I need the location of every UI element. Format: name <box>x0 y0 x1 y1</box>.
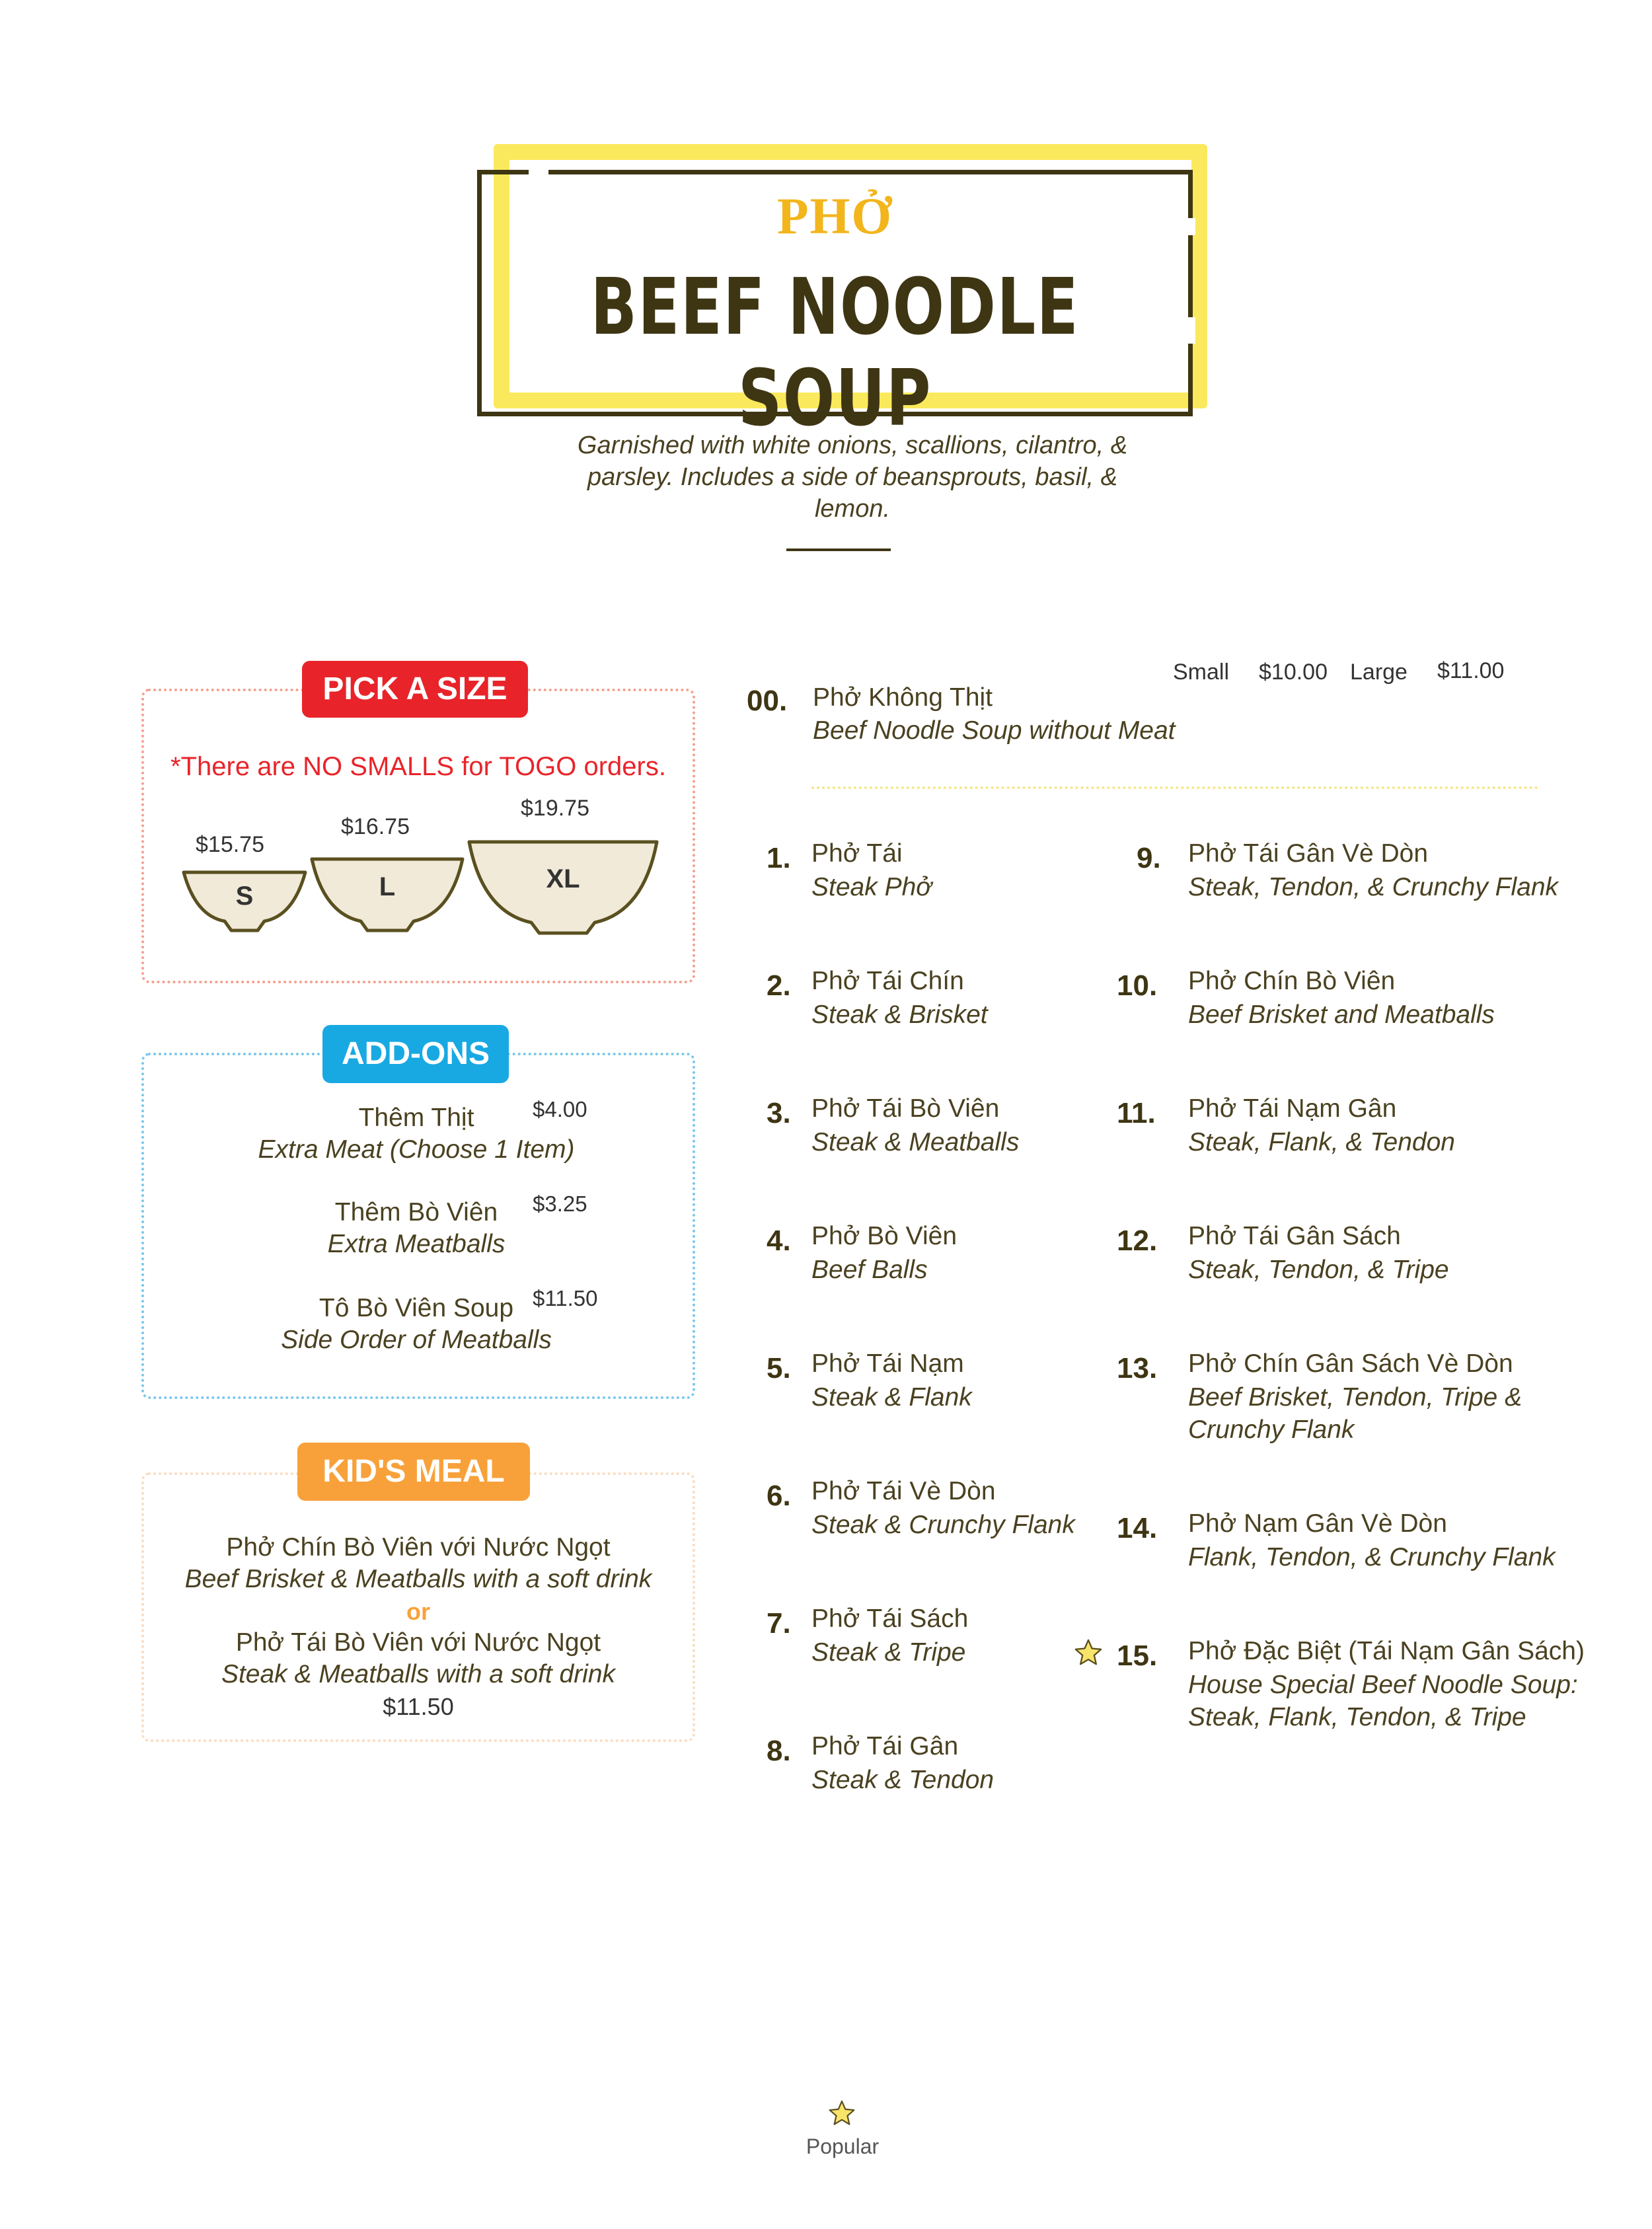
divider <box>786 548 891 551</box>
item-name-en: Beef Balls <box>811 1256 928 1284</box>
item-number: 15. <box>1117 1640 1158 1672</box>
item-name-vn: Phở Đặc Biệt (Tái Nạm Gân Sách) <box>1188 1637 1585 1665</box>
item-name-vn: Phở Nạm Gân Vè Dòn <box>1188 1509 1447 1538</box>
kids-or-label: or <box>406 1598 430 1625</box>
addon-name-en: Side Order of Meatballs <box>281 1326 552 1354</box>
bowl-label-s: S <box>235 882 254 911</box>
item-name-vn: Phở Chín Bò Viên <box>1188 967 1396 995</box>
item-name-vn: Phở Chín Gân Sách Vè Dòn <box>1188 1349 1513 1378</box>
item-number: 1. <box>767 842 791 874</box>
kids-meal-tag: KID'S MEAL <box>297 1443 530 1501</box>
item-name-en: Steak, Tendon, & Tripe <box>1188 1256 1449 1284</box>
bowl-price-xl: $19.75 <box>521 796 589 821</box>
kids-option-en: Steak & Meatballs with a soft drink <box>221 1660 616 1688</box>
item-number: 11. <box>1117 1097 1156 1129</box>
item-name-en: Crunchy Flank <box>1188 1416 1355 1444</box>
item-name-vn: Phở Không Thịt <box>813 683 993 712</box>
item-number: 14. <box>1117 1512 1158 1544</box>
bowl-label-l: L <box>379 872 396 901</box>
togo-note: *There are NO SMALLS for TOGO orders. <box>170 752 666 781</box>
addon-name-en: Extra Meat (Choose 1 Item) <box>258 1135 575 1164</box>
item-number: 00. <box>747 685 788 717</box>
item-number: 10. <box>1117 969 1158 1002</box>
item-name-vn: Phở Tái Chín <box>811 967 964 995</box>
item-name-vn: Phở Tái Vè Dòn <box>811 1477 996 1505</box>
item-name-vn: Phở Tái Nạm <box>811 1349 964 1378</box>
item-name-en: Flank, Tendon, & Crunchy Flank <box>1188 1543 1556 1571</box>
star-icon <box>827 2099 856 2128</box>
item-number: 12. <box>1117 1225 1158 1257</box>
page-title: BEEF NOODLE SOUP <box>590 261 1080 443</box>
divider <box>811 786 1538 789</box>
item-name-vn: Phở Tái Sách <box>811 1605 969 1633</box>
item-number: 8. <box>767 1735 791 1767</box>
item-name-en: Beef Noodle Soup without Meat <box>813 716 1176 745</box>
header-subtitle: PHỞ <box>777 187 893 245</box>
item-name-en: Steak, Flank, Tendon, & Tripe <box>1188 1703 1526 1731</box>
addon-price: $4.00 <box>533 1097 587 1121</box>
legend-label: Popular <box>806 2135 880 2158</box>
item-name-vn: Phở Bò Viên <box>811 1222 957 1250</box>
addon-price: $3.25 <box>533 1191 587 1216</box>
star-icon <box>1073 1638 1104 1668</box>
item-number: 6. <box>767 1480 791 1512</box>
small-size-price: $10.00 <box>1259 660 1328 685</box>
addon-price: $11.50 <box>533 1286 598 1310</box>
pick-size-tag: PICK A SIZE <box>302 661 528 718</box>
item-number: 9. <box>1137 842 1161 874</box>
bowl-price-s: $15.75 <box>196 832 264 857</box>
item-name-vn: Phở Tái Gân Vè Dòn <box>1188 839 1429 868</box>
large-size-label: Large <box>1350 660 1408 685</box>
bowl-price-l: $16.75 <box>341 814 410 839</box>
item-name-en: Beef Brisket, Tendon, Tripe & <box>1188 1383 1522 1412</box>
item-name-en: Steak & Tendon <box>811 1766 995 1794</box>
addons-tag: ADD-ONS <box>322 1025 509 1083</box>
addon-name-vn: Thêm Bò Viên <box>334 1198 498 1227</box>
kids-meal-price: $11.50 <box>383 1693 454 1720</box>
addon-name-en: Extra Meatballs <box>327 1230 506 1258</box>
item-name-en: Steak & Meatballs <box>811 1128 1020 1156</box>
frame-gap <box>1186 317 1195 344</box>
description: Garnished with white onions, scallions, cilantro, & parsley. Includes a side of beansprouts, basil, & lemon. <box>577 432 1128 523</box>
item-name-vn: Phở Tái Gân <box>811 1732 959 1760</box>
item-name-en: Steak & Crunchy Flank <box>811 1511 1075 1539</box>
item-name-vn: Phở Tái <box>811 839 903 868</box>
item-number: 13. <box>1117 1352 1158 1384</box>
bowl-label-xl: XL <box>546 864 580 893</box>
kids-option-en: Beef Brisket & Meatballs with a soft drink <box>184 1565 652 1593</box>
item-name-en: Steak, Flank, & Tendon <box>1188 1128 1455 1156</box>
item-name-vn: Phở Tái Gân Sách <box>1188 1222 1401 1250</box>
small-size-label: Small <box>1173 660 1230 685</box>
item-name-vn: Phở Tái Bò Viên <box>811 1094 1000 1123</box>
item-number: 5. <box>767 1352 791 1384</box>
item-name-en: Steak Phở <box>811 873 932 901</box>
item-name-en: Steak & Brisket <box>811 1001 988 1029</box>
item-name-en: Steak & Tripe <box>811 1638 966 1667</box>
item-number: 4. <box>767 1225 791 1257</box>
item-number: 3. <box>767 1097 791 1129</box>
item-number: 7. <box>767 1607 791 1640</box>
addon-name-vn: Thêm Thịt <box>358 1104 474 1132</box>
frame-gap <box>529 168 548 177</box>
item-name-en: Steak & Flank <box>811 1383 972 1412</box>
kids-option-vn: Phở Tái Bò Viên với Nước Ngọt <box>235 1628 601 1657</box>
item-number: 2. <box>767 969 791 1002</box>
item-name-en: House Special Beef Noodle Soup: <box>1188 1671 1578 1699</box>
item-name-en: Beef Brisket and Meatballs <box>1188 1001 1495 1029</box>
addon-name-vn: Tô Bò Viên Soup <box>319 1294 514 1322</box>
kids-option-vn: Phở Chín Bò Viên với Nước Ngọt <box>226 1533 611 1562</box>
item-name-en: Steak, Tendon, & Crunchy Flank <box>1188 873 1559 901</box>
large-size-price: $11.00 <box>1437 658 1505 683</box>
item-name-vn: Phở Tái Nạm Gân <box>1188 1094 1397 1123</box>
